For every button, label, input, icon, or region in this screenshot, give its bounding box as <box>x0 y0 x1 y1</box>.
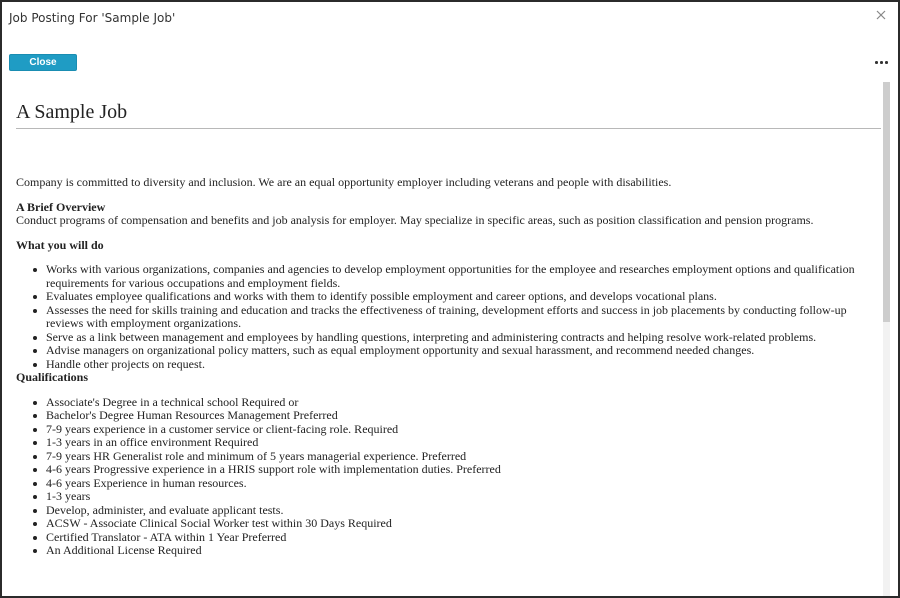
qualification-item: 4-6 years Experience in human resources. <box>46 477 876 491</box>
dialog-title: Job Posting For 'Sample Job' <box>9 11 176 25</box>
title-divider <box>16 128 881 129</box>
job-description <box>16 176 876 558</box>
duty-item: Handle other projects on request. <box>46 358 876 372</box>
duty-item: Evaluates employee qualifications and works with them to identify possible employment and career options, and develops vocational plans. <box>46 290 876 304</box>
overview-heading: A Brief Overview <box>16 199 106 214</box>
intro-paragraph: Company is committed to diversity and inclusion. We are an equal opportunity employer including veterans and people with disabilities. <box>16 175 672 189</box>
qualification-item: 1-3 years <box>46 490 876 504</box>
ellipsis-dot <box>875 61 878 64</box>
close-x-icon[interactable] <box>874 8 888 22</box>
qualification-item: Bachelor's Degree Human Resources Management Preferred <box>46 409 876 423</box>
duty-item: Serve as a link between management and employees by handling questions, interpreting and administering contracts and helping resolve work-related problems. <box>46 331 876 345</box>
close-button[interactable]: Close <box>9 54 77 71</box>
duty-item: Assesses the need for skills training and education and tracks the effectiveness of training, development efforts and success in job placements by conducting follow-up reviews with employment organizations. <box>46 304 876 331</box>
duties-list <box>16 263 876 371</box>
ellipsis-icon[interactable] <box>875 58 889 66</box>
qualification-item: ACSW - Associate Clinical Social Worker test within 30 Days Required <box>46 517 876 531</box>
ellipsis-dot <box>880 61 883 64</box>
duty-item: Advise managers on organizational policy matters, such as equal employment opportunity and sexual harassment, and recommend needed changes. <box>46 344 876 358</box>
qualification-item: 7-9 years experience in a customer service or client-facing role. Required <box>46 423 876 437</box>
qualifications-list <box>16 396 876 558</box>
qualification-item: An Additional License Required <box>46 544 876 558</box>
vertical-scrollbar[interactable] <box>883 82 890 596</box>
qualification-item: Certified Translator - ATA within 1 Year Preferred <box>46 531 876 545</box>
qualification-item: Develop, administer, and evaluate applicant tests. <box>46 504 876 518</box>
job-posting-content <box>2 82 882 598</box>
scrollbar-thumb[interactable] <box>883 82 890 322</box>
duty-item: Works with various organizations, companies and agencies to develop employment opportunities for the employee and researches employment options and qualification requirements for various occupations and employment fields. <box>46 263 876 290</box>
qualification-item: 1-3 years in an office environment Required <box>46 436 876 450</box>
ellipsis-dot <box>885 61 888 64</box>
qualification-item: Associate's Degree in a technical school Required or <box>46 396 876 410</box>
overview-section <box>16 201 876 228</box>
duties-heading: What you will do <box>16 237 104 252</box>
overview-text: Conduct programs of compensation and benefits and job analysis for employer. May specialize in specific areas, such as position classification and pension programs. <box>16 213 814 227</box>
job-title: A Sample Job <box>16 101 128 123</box>
qualification-item: 4-6 years Progressive experience in a HRIS support role with implementation duties. Preferred <box>46 463 876 477</box>
qualifications-heading: Qualifications <box>16 370 89 384</box>
qualification-item: 7-9 years HR Generalist role and minimum of 5 years managerial experience. Preferred <box>46 450 876 464</box>
